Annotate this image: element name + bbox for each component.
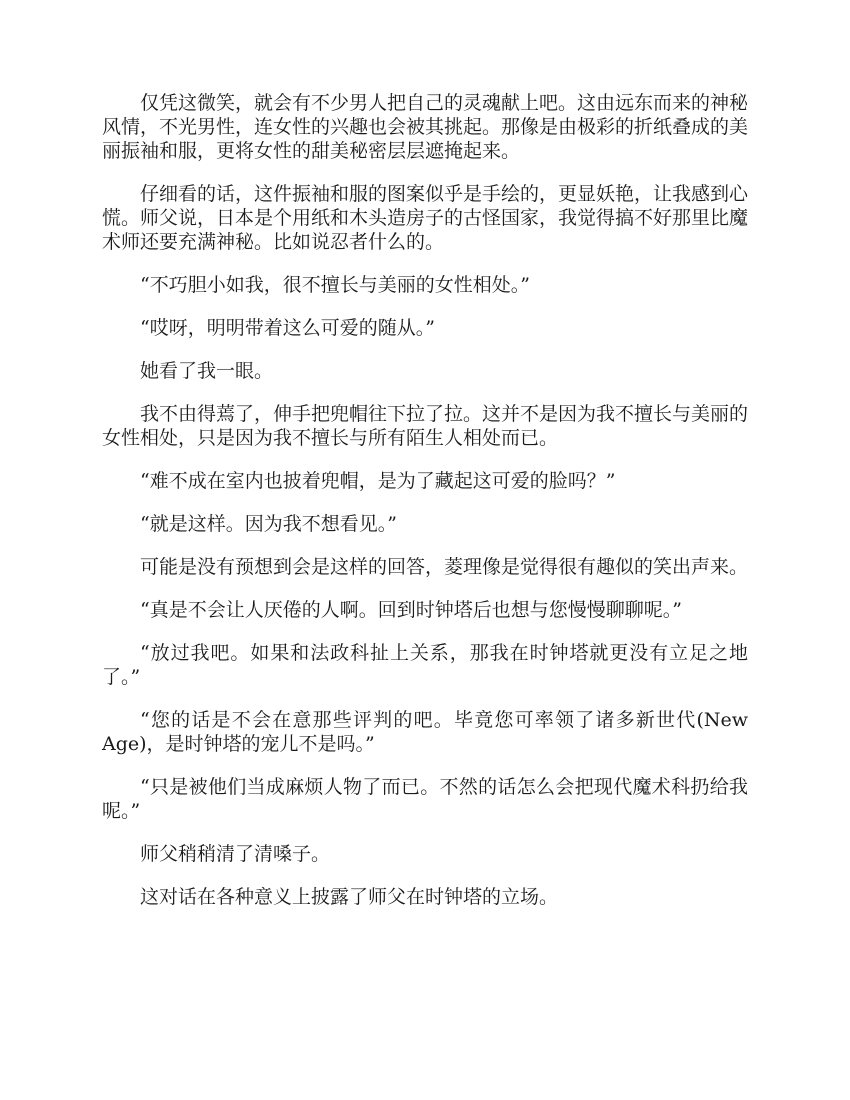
paragraph: “难不成在室内也披着兜帽，是为了藏起这可爱的脸吗？” bbox=[140, 470, 616, 492]
paragraph: “不巧胆小如我，很不擅长与美丽的女性相处。” bbox=[140, 274, 530, 296]
paragraph: 她看了我一眼。 bbox=[140, 360, 274, 382]
paragraph: “就是这样。因为我不想看见。” bbox=[140, 513, 397, 535]
paragraph: 我不由得蔫了，伸手把兜帽往下拉了拉。这并不是因为我不擅长与美丽的女性相处，只是因为我不擅长与所有陌生人相处而已。 bbox=[102, 403, 749, 449]
paragraph: “放过我吧。如果和法政科扯上关系，那我在时钟塔就更没有立足之地了。” bbox=[102, 642, 748, 688]
document-page bbox=[102, 91, 748, 928]
paragraph: 仅凭这微笑，就会有不少男人把自己的灵魂献上吧。这由远东而来的神秘风情，不光男性，连女性的兴趣也会被其挑起。那像是由极彩的折纸叠成的美丽振袖和服，更将女性的甜美秘密层层遮掩起来。 bbox=[102, 92, 749, 162]
paragraph: 这对话在各种意义上披露了师父在时钟塔的立场。 bbox=[140, 886, 559, 908]
paragraph: “哎呀，明明带着这么可爱的随从。” bbox=[140, 317, 435, 339]
paragraph: “只是被他们当成麻烦人物了而已。不然的话怎么会把现代魔术科扔给我呢。” bbox=[102, 776, 748, 822]
paragraph: “您的话是不会在意那些评判的吧。毕竟您可率领了诸多新世代(New Age)，是时钟塔的宠儿不是吗。” bbox=[102, 709, 748, 755]
paragraph: 师父稍稍清了清嗓子。 bbox=[140, 843, 331, 865]
paragraph: 仔细看的话，这件振袖和服的图案似乎是手绘的，更显妖艳，让我感到心慌。师父说，日本是个用纸和木头造房子的古怪国家，我觉得搞不好那里比魔术师还要充满神秘。比如说忍者什么的。 bbox=[102, 183, 749, 253]
paragraph: “真是不会让人厌倦的人啊。回到时钟塔后也想与您慢慢聊聊呢。” bbox=[140, 599, 682, 621]
paragraph: 可能是没有预想到会是这样的回答，菱理像是觉得很有趣似的笑出声来。 bbox=[140, 556, 749, 578]
